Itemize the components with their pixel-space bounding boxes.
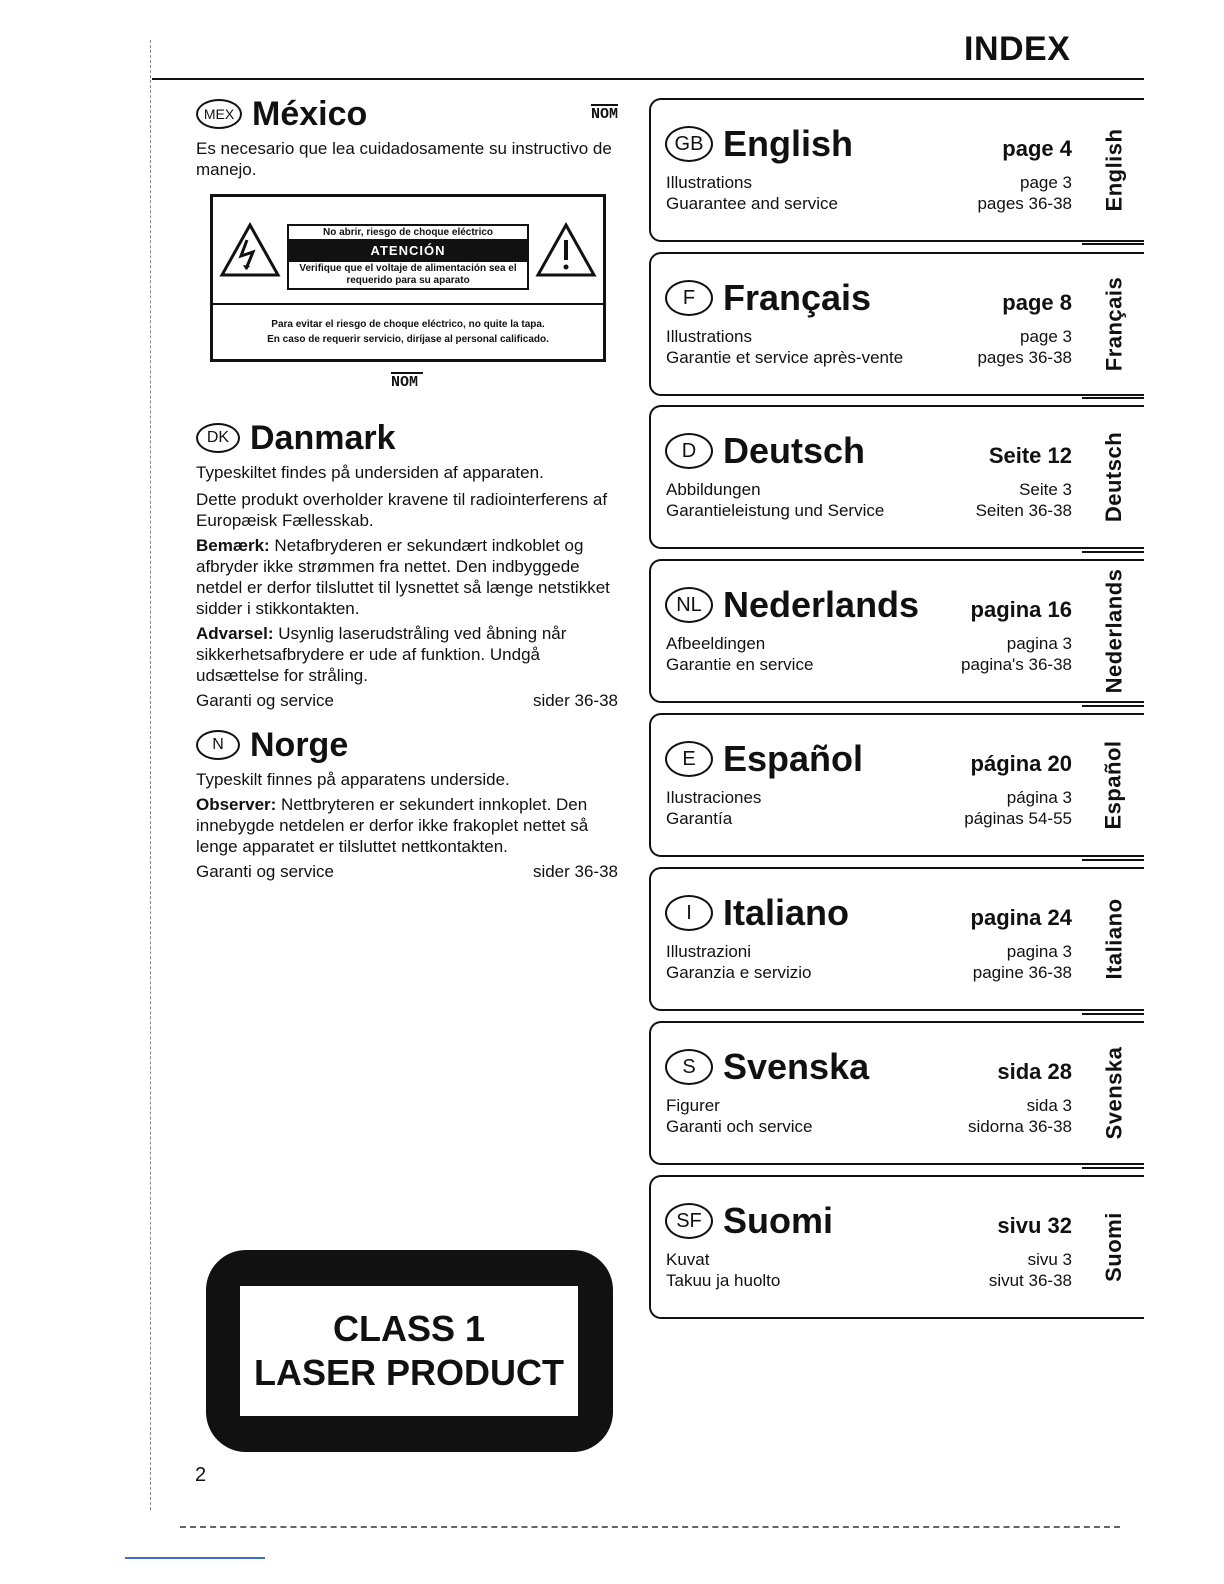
- language-code-badge: GB: [665, 126, 713, 162]
- header-divider: [152, 78, 1144, 80]
- laser-class: CLASS 1: [332, 1308, 486, 1349]
- language-title: [665, 1201, 833, 1241]
- language-tab[interactable]: [1084, 869, 1144, 1009]
- language-title: [665, 1047, 869, 1087]
- sub-page: page 3: [1020, 173, 1072, 192]
- sub-page: pages 36-38: [977, 194, 1072, 213]
- sub-label: Garantie et service après-vente: [666, 348, 904, 367]
- sub-page: pagine 36-38: [972, 963, 1072, 982]
- laser-product-label: [206, 1250, 613, 1452]
- language-title: [665, 585, 919, 625]
- warning-line-3: Verifique que el voltaje de alimentación sea el requerido para su aparato: [287, 260, 529, 290]
- country-code-badge: DK: [196, 423, 240, 453]
- language-tab[interactable]: [1084, 715, 1144, 855]
- sub-label: Figurer: [666, 1096, 720, 1115]
- sub-label: Kuvat: [666, 1250, 710, 1269]
- section-title-danmark: [196, 416, 618, 460]
- laser-product: LASER PRODUCT: [253, 1352, 564, 1393]
- sub-label: Guarantee and service: [666, 194, 838, 213]
- section-title-mexico: [196, 92, 618, 136]
- index-entry-français[interactable]: [649, 252, 1144, 396]
- danmark-p4: [196, 623, 618, 686]
- language-tab[interactable]: [1084, 1177, 1144, 1317]
- tab-separator: [1082, 705, 1144, 707]
- illustrations-row: [666, 326, 1072, 347]
- sub-page: page 3: [1020, 327, 1072, 346]
- language-code-badge: E: [665, 741, 713, 777]
- exclamation-warning-icon: [529, 197, 603, 303]
- sub-label: Illustrazioni: [666, 942, 752, 961]
- sub-page: pagina's 36-38: [961, 655, 1072, 674]
- guarantee-label: Garanti og service: [196, 862, 334, 881]
- language-name: English: [723, 123, 854, 164]
- page-title: INDEX: [964, 30, 1071, 68]
- sub-label: Illustrations: [666, 327, 752, 346]
- sub-page: página 3: [1006, 788, 1072, 807]
- sub-page: sida 3: [1026, 1096, 1072, 1115]
- country-code-badge: N: [196, 730, 240, 760]
- danmark-p2: Dette produkt overholder kravene til radiointerferens af Europæisk Fællesskab.: [196, 490, 608, 530]
- danmark-p3: [196, 535, 618, 619]
- warning-line-2: ATENCIÓN: [287, 241, 529, 260]
- guarantee-row: [666, 500, 1072, 521]
- sub-label: Illustrations: [666, 173, 752, 192]
- observer-text: Nettbryteren er sekundert innkoplet. Den innebygde netdelen er derfor ikke frakoplet nettet så lenge apparatet er tilsluttet nettkontakten.: [196, 795, 589, 856]
- mexico-text: Es necesario que lea cuidadosamente su instructivo de manejo.: [196, 139, 612, 179]
- main-page-ref: page 8: [1002, 290, 1072, 315]
- language-name: Español: [723, 738, 864, 779]
- language-name: Deutsch: [723, 430, 866, 471]
- tab-separator: [1082, 551, 1144, 553]
- main-page-ref: Seite 12: [988, 443, 1072, 468]
- language-tab-label: Español: [1101, 740, 1127, 830]
- section-heading: Danmark: [250, 419, 396, 457]
- sub-label: Ilustraciones: [666, 788, 762, 807]
- section-heading: México: [252, 95, 368, 133]
- language-tab[interactable]: [1084, 254, 1144, 394]
- tab-separator: [1082, 859, 1144, 861]
- language-name: Suomi: [723, 1200, 834, 1241]
- main-page-ref: sivu 32: [997, 1213, 1072, 1238]
- tab-separator: [1082, 1167, 1144, 1169]
- language-tab[interactable]: [1084, 561, 1144, 701]
- section-danmark: [196, 416, 618, 711]
- language-code-badge: SF: [665, 1203, 713, 1239]
- sub-page: pagina 3: [1006, 634, 1072, 653]
- sub-label: Afbeeldingen: [666, 634, 766, 653]
- sub-label: Takuu ja huolto: [666, 1271, 781, 1290]
- language-tab-label: English: [1101, 128, 1127, 212]
- sub-page: Seiten 36-38: [975, 501, 1072, 520]
- language-code-badge: I: [665, 895, 713, 931]
- illustrations-row: [666, 479, 1072, 500]
- guarantee-row: [666, 1270, 1072, 1291]
- tab-separator: [1082, 243, 1144, 245]
- language-tab-label: Italiano: [1101, 898, 1127, 980]
- guarantee-row: [666, 1116, 1072, 1137]
- illustrations-row: [666, 941, 1072, 962]
- norge-p1: Typeskilt finnes på apparatens underside.: [196, 770, 510, 789]
- left-column: [196, 92, 618, 882]
- index-entry-suomi[interactable]: [649, 1175, 1144, 1319]
- guarantee-row: [666, 347, 1072, 368]
- norge-p2: [196, 794, 618, 857]
- sub-page: pagina 3: [1006, 942, 1072, 961]
- guarantee-row: [666, 193, 1072, 214]
- sub-label: Garantie en service: [666, 655, 814, 674]
- page-number: 2: [195, 1464, 207, 1486]
- language-title: [665, 124, 853, 164]
- sub-label: Garanzia e servizio: [666, 963, 812, 982]
- language-tab-label: Français: [1101, 276, 1126, 372]
- main-page-ref: sida 28: [997, 1059, 1072, 1084]
- section-mexico: [196, 92, 618, 390]
- warning-label: [210, 194, 606, 362]
- observer-label: Observer:: [196, 795, 277, 814]
- guarantee-row: [666, 962, 1072, 983]
- electric-hazard-icon: [213, 197, 287, 303]
- main-page-ref: pagina 16: [970, 597, 1072, 622]
- index-entry-español[interactable]: [649, 713, 1144, 857]
- warning-line-1: No abrir, riesgo de choque eléctrico: [287, 224, 529, 241]
- nom-mark: NOM: [391, 372, 423, 390]
- nom-mark: NOM: [590, 106, 618, 123]
- warning-text: Usynlig laserudstråling ved åbning når sikkerhetsafbrydere er ude af funktion. Undgå udsættelse for stråling.: [196, 624, 567, 685]
- footer-rule: [180, 1526, 1120, 1528]
- margin-guide-line: [150, 40, 152, 1510]
- guarantee-row: [196, 861, 618, 882]
- warning-bottom-2: En caso de requerir servicio, diríjase al personal calificado.: [267, 334, 549, 345]
- index-entry-deutsch[interactable]: [649, 405, 1144, 549]
- language-tab-label: Suomi: [1101, 1212, 1127, 1282]
- main-page-ref: page 4: [1002, 136, 1072, 161]
- tab-separator: [1082, 397, 1144, 399]
- language-name: Italiano: [723, 892, 850, 933]
- main-page-ref: pagina 24: [970, 905, 1072, 930]
- illustrations-row: [666, 1095, 1072, 1116]
- footer-accent-line: [125, 1557, 265, 1559]
- sub-label: Garantía: [666, 809, 733, 828]
- language-tab[interactable]: [1084, 100, 1144, 240]
- language-tab-label: Svenska: [1101, 1046, 1127, 1140]
- language-name: Svenska: [723, 1046, 870, 1087]
- language-code-badge: S: [665, 1049, 713, 1085]
- sub-page: sivut 36-38: [988, 1271, 1072, 1290]
- language-code-badge: NL: [665, 587, 713, 623]
- language-code-badge: D: [665, 433, 713, 469]
- index-entry-svenska[interactable]: [649, 1021, 1144, 1165]
- note-text: Netafbryderen er sekundært indkoblet og afbryder ikke strømmen fra nettet. Den indbyggede netdel er derfor tilsluttet til lysnettet så længe netstikket sidder i stikkontakten.: [196, 536, 610, 618]
- index-entry-italiano[interactable]: [649, 867, 1144, 1011]
- sub-page: sidorna 36-38: [968, 1117, 1072, 1136]
- index-entry-nederlands[interactable]: [649, 559, 1144, 703]
- language-tab[interactable]: [1084, 1023, 1144, 1163]
- language-title: [665, 739, 863, 779]
- sub-page: Seite 3: [1019, 480, 1072, 499]
- language-tab[interactable]: [1084, 407, 1144, 547]
- danmark-p1: Typeskiltet findes på undersiden af apparaten.: [196, 463, 544, 482]
- main-page-ref: página 20: [970, 751, 1072, 776]
- language-name: Nederlands: [723, 584, 920, 625]
- sub-page: pages 36-38: [977, 348, 1072, 367]
- section-norge: [196, 723, 618, 882]
- language-title: [665, 431, 865, 471]
- language-title: [665, 278, 871, 318]
- note-label: Bemærk:: [196, 536, 270, 555]
- guarantee-pages: sider 36-38: [532, 862, 618, 881]
- illustrations-row: [666, 787, 1072, 808]
- section-heading: Norge: [250, 726, 349, 764]
- sub-label: Abbildungen: [666, 480, 761, 499]
- guarantee-row: [666, 654, 1072, 675]
- sub-label: Garanti och service: [666, 1117, 813, 1136]
- warning-bottom-1: Para evitar el riesgo de choque eléctrico, no quite la tapa.: [271, 319, 545, 330]
- guarantee-row: [666, 808, 1072, 829]
- sub-page: páginas 54-55: [964, 809, 1072, 828]
- sub-page: sivu 3: [1027, 1250, 1072, 1269]
- country-code-badge: MEX: [196, 99, 242, 129]
- language-tab-label: Nederlands: [1101, 568, 1127, 694]
- warning-label-text: Advarsel:: [196, 624, 274, 643]
- guarantee-row: [196, 690, 618, 711]
- section-title-norge: [196, 723, 618, 767]
- illustrations-row: [666, 1249, 1072, 1270]
- language-code-badge: F: [665, 280, 713, 316]
- guarantee-label: Garanti og service: [196, 691, 334, 710]
- language-name: Français: [723, 277, 872, 318]
- index-entry-english[interactable]: [649, 98, 1144, 242]
- tab-separator: [1082, 1013, 1144, 1015]
- sub-label: Garantieleistung und Service: [666, 501, 885, 520]
- language-title: [665, 893, 849, 933]
- guarantee-pages: sider 36-38: [532, 691, 618, 710]
- illustrations-row: [666, 172, 1072, 193]
- language-tab-label: Deutsch: [1101, 431, 1127, 523]
- illustrations-row: [666, 633, 1072, 654]
